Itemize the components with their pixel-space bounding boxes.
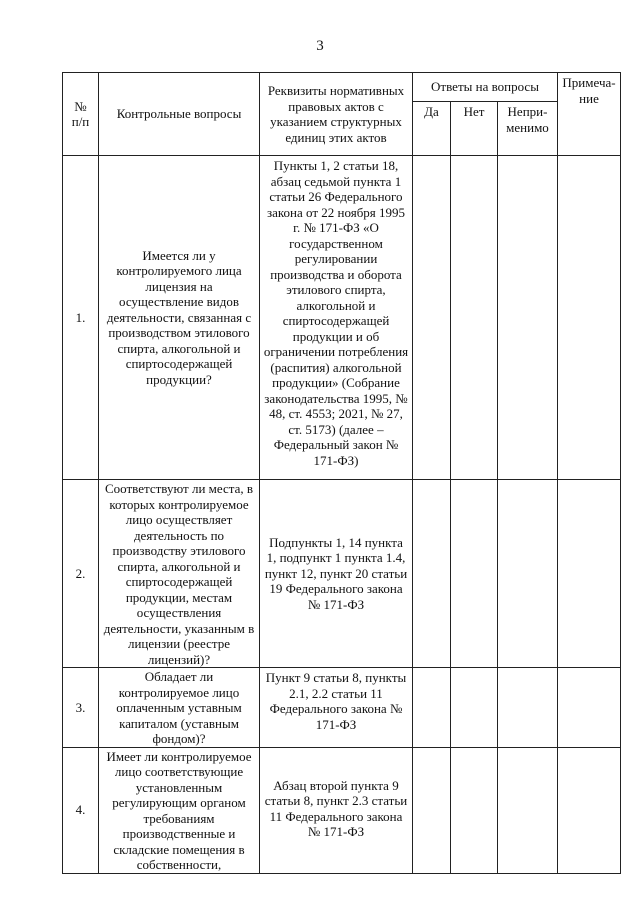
row-num: 2. [63, 480, 99, 668]
row-question: Имеет ли контролируемое лицо соответствующие установленным регулирующим органом требованиям производственные и складские помещения в собственности, [99, 747, 260, 873]
header-row [63, 73, 621, 102]
answer-not-applicable-cell[interactable] [498, 747, 558, 873]
table-row [63, 668, 621, 748]
row-num: 3. [63, 668, 99, 748]
answer-yes-cell[interactable] [413, 747, 451, 873]
answer-no-cell[interactable] [451, 156, 498, 480]
answer-not-applicable-cell[interactable] [498, 156, 558, 480]
row-question: Обладает ли контролируемое лицо оплаченным уставным капиталом (уставным фондом)? [99, 668, 260, 748]
row-requisites: Пункты 1, 2 статьи 18, абзац седьмой пункта 1 статьи 26 Федерального закона от 22 ноября 1995 г. № 171-ФЗ «О государственном регулировании производства и оборота этилового спирта, алкогольной и спиртосодержащей продукции и об ограничении потребления (распития) алкогольной продукции» (Собрание законодательства 1995, № 48, ст. 4553; 2021, № 27, ст. 5173) (далее – Федеральный закон № 171-ФЗ) [260, 156, 413, 480]
note-cell[interactable] [558, 480, 621, 668]
row-num: 1. [63, 156, 99, 480]
checklist-table [62, 72, 621, 874]
table-row [63, 156, 621, 480]
answer-yes-cell[interactable] [413, 480, 451, 668]
answer-yes-cell[interactable] [413, 156, 451, 480]
answer-no-cell[interactable] [451, 747, 498, 873]
answer-not-applicable-cell[interactable] [498, 668, 558, 748]
table-row [63, 480, 621, 668]
answer-yes-cell[interactable] [413, 668, 451, 748]
row-requisites: Пункт 9 статьи 8, пункты 2.1, 2.2 статьи 11 Федерального закона № 171-ФЗ [260, 668, 413, 748]
header-num: № п/п [63, 73, 99, 156]
page-number: 3 [316, 38, 324, 54]
row-requisites: Подпункты 1, 14 пункта 1, подпункт 1 пункта 1.4, пункт 12, пункт 20 статьи 19 Федерального закона № 171-ФЗ [260, 480, 413, 668]
answer-no-cell[interactable] [451, 668, 498, 748]
header-yes: Да [413, 102, 451, 156]
header-question: Контрольные вопросы [99, 73, 260, 156]
note-cell[interactable] [558, 747, 621, 873]
header-no: Нет [451, 102, 498, 156]
table-row [63, 747, 621, 873]
answer-no-cell[interactable] [451, 480, 498, 668]
note-cell[interactable] [558, 668, 621, 748]
row-requisites: Абзац второй пункта 9 статьи 8, пункт 2.3 статьи 11 Федерального закона № 171-ФЗ [260, 747, 413, 873]
row-question: Имеется ли у контролируемого лица лицензия на осуществление видов деятельности, связанная с производством этилового спирта, алкогольной и спиртосодержащей продукции? [99, 156, 260, 480]
answer-not-applicable-cell[interactable] [498, 480, 558, 668]
note-cell[interactable] [558, 156, 621, 480]
header-not-applicable: Непри- менимо [498, 102, 558, 156]
row-question: Соответствуют ли места, в которых контролируемое лицо осуществляет деятельность по производству этилового спирта, алкогольной и спиртосодержащей продукции, местам осуществления деятельности, указанным в лицензии (реестре лицензий)? [99, 480, 260, 668]
header-answers: Ответы на вопросы [413, 73, 558, 102]
row-num: 4. [63, 747, 99, 873]
header-note: Примеча- ние [558, 73, 621, 156]
header-requisites: Реквизиты нормативных правовых актов с указанием структурных единиц этих актов [260, 73, 413, 156]
